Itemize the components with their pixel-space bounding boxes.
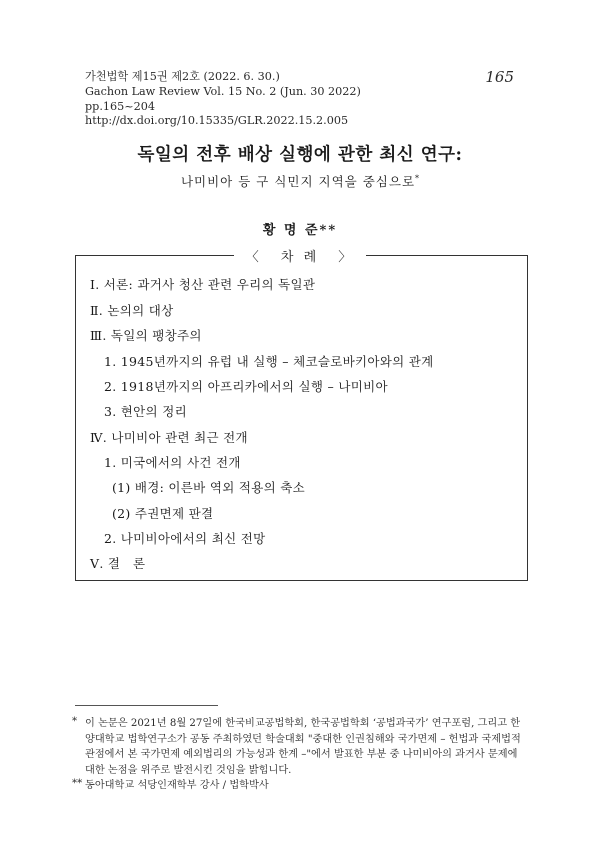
journal-meta xyxy=(85,70,361,129)
toc-item[interactable]: Ⅰ. 서론: 과거사 청산 관련 우리의 독일관 xyxy=(90,277,316,292)
toc-item[interactable]: Ⅲ. 독일의 팽창주의 xyxy=(90,328,202,343)
toc-bracket-right: 〉 xyxy=(325,250,360,265)
footnote-line: 관점에서 본 국가면제 예외법리의 가능성과 한계 –"에서 발표한 부분 중 나미비아의 과거사 문제에 xyxy=(85,749,518,760)
toc-item[interactable]: 3. 현안의 정리 xyxy=(104,404,187,419)
footnote-1 xyxy=(85,716,521,778)
toc-heading: 차 례 xyxy=(275,250,325,265)
footnote-1-marker: * xyxy=(72,716,78,727)
paper-title: 독일의 전후 배상 실행에 관한 최신 연구: xyxy=(137,145,463,165)
toc-item[interactable]: (2) 주권면제 판결 xyxy=(112,506,214,521)
toc-item[interactable]: (1) 배경: 이른바 역외 적용의 축소 xyxy=(112,480,305,495)
author-name: 황 명 준** xyxy=(262,223,338,238)
page-range: pp.165~204 xyxy=(85,99,155,113)
footnote-divider xyxy=(75,705,218,706)
doi-link[interactable]: http://dx.doi.org/10.15335/GLR.2022.15.2.005 xyxy=(85,114,349,128)
footnote-line: 대한 논점을 위주로 발전시킨 것임을 밝힙니다. xyxy=(85,764,292,776)
toc-item[interactable]: 1. 미국에서의 사건 전개 xyxy=(104,455,241,470)
toc-header xyxy=(0,246,600,265)
subtitle-footnote-mark[interactable]: * xyxy=(415,173,420,183)
toc-bracket-left: 〈 xyxy=(240,250,275,265)
footnote-line: 이 논문은 2021년 8월 27일에 한국비교공법학회, 한국공법학회 ‘공법과국가’ 연구포럼, 그리고 한 xyxy=(85,718,521,729)
toc-item[interactable]: Ⅴ. 결 론 xyxy=(90,556,146,571)
journal-title-en: Gachon Law Review Vol. 15 No. 2 (Jun. 30 2022) xyxy=(85,84,361,98)
toc-item[interactable]: 2. 나미비아에서의 최신 전망 xyxy=(104,531,266,546)
footnote-2-marker: ** xyxy=(72,778,83,789)
subtitle-text: 나미비아 등 구 식민지 지역을 중심으로 xyxy=(180,174,416,189)
footnote-line: 양대학교 법학연구소가 공동 주최하였던 학술대회 "중대한 인권침해와 국가면제 – 헌법과 국제법적 xyxy=(85,733,521,745)
toc-item[interactable]: 2. 1918년까지의 아프리카에서의 실행 – 나미비아 xyxy=(104,379,388,394)
footnote-2: 동아대학교 석당인재학부 강사 / 법학박사 xyxy=(85,780,269,791)
toc-item[interactable]: Ⅳ. 나미비아 관련 최근 전개 xyxy=(90,430,248,445)
journal-title-ko: 가천법학 제15권 제2호 (2022. 6. 30.) xyxy=(85,70,280,83)
toc-item[interactable]: 1. 1945년까지의 유럽 내 실행 – 체코슬로바키아와의 관계 xyxy=(104,354,434,369)
paper-subtitle xyxy=(0,172,600,190)
toc-item[interactable]: Ⅱ. 논의의 대상 xyxy=(90,303,174,318)
page-number: 165 xyxy=(485,68,514,86)
